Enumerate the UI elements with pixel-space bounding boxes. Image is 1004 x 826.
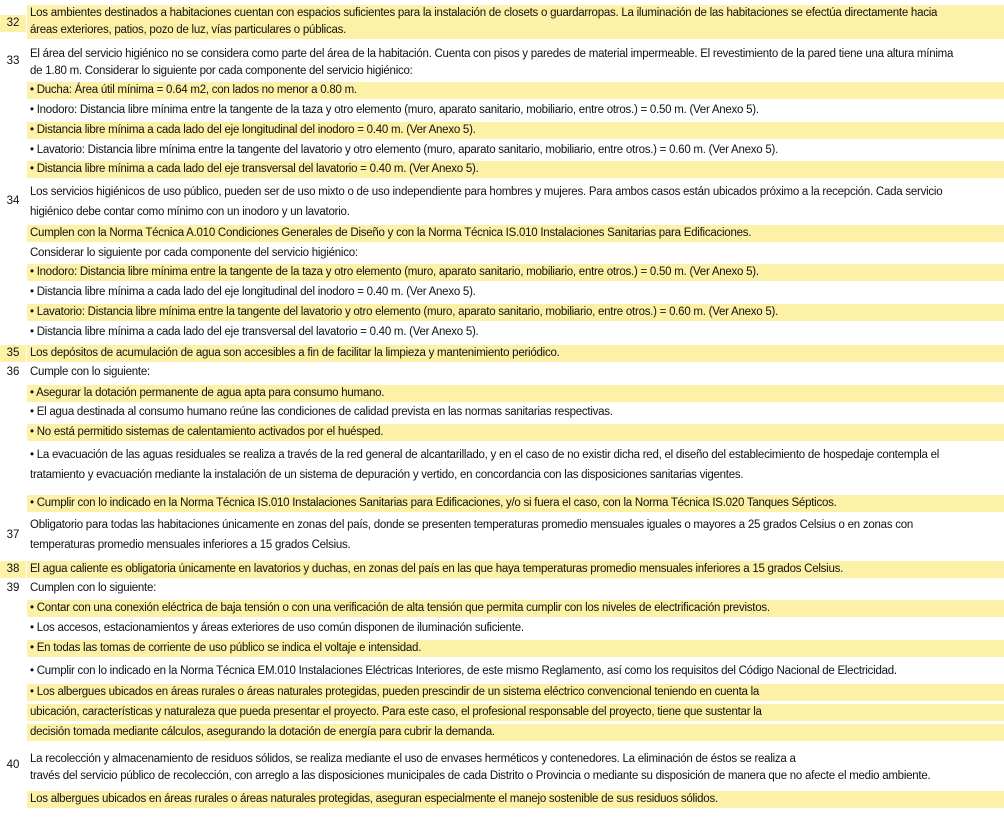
item-line: • Inodoro: Distancia libre mínima entre la tangente de la taza y otro elemento (muro, aparato sanitario, mobiliario, entre otros.) = 0.50 m. (Ver Anexo 5).	[27, 264, 1004, 281]
item-line: • En todas las tomas de corriente de uso público se indica el voltaje e intensidad.	[27, 640, 1004, 657]
item-line: Los depósitos de acumulación de agua son accesibles a fin de facilitar la limpieza y mantenimiento periódico.	[27, 345, 1004, 362]
item-line: de 1.80 m. Considerar lo siguiente por cada componente del servicio higiénico:	[30, 65, 413, 77]
item-line: Los ambientes destinados a habitaciones cuentan con espacios suficientes para la instalación de closets o guardarropas. La iluminación de las habitaciones se efectúa directamente hacia	[27, 5, 1004, 22]
item-number: 35	[0, 345, 26, 362]
item-line: Obligatorio para todas las habitaciones únicamente en zonas del país, donde se presenten temperaturas promedio mensuales iguales o mayores a 25 grados Celsius o en zonas con	[30, 519, 914, 531]
item-line: • Cumplir con lo indicado en la Norma Técnica IS.010 Instalaciones Sanitarias para Edificaciones, y/o si fuera el caso, con la Norma Técnica IS.020 Tanques Sépticos.	[27, 495, 1004, 512]
item-number: 40	[6, 759, 20, 771]
item-line: áreas exteriores, patios, pozo de luz, vías particulares o públicas.	[27, 22, 1004, 39]
item-line: El área del servicio higiénico no se considera como parte del área de la habitación. Cuenta con pisos y paredes de material impermeable. El revestimiento de la pared tiene una altura mínima	[30, 48, 954, 60]
item-number: 39	[6, 582, 20, 594]
item-line: • Contar con una conexión eléctrica de baja tensión o con una verificación de alta tensión que permita cumplir con los niveles de electrificación previstos.	[27, 600, 1004, 617]
item-line: • No está permitido sistemas de calentamiento activados por el huésped.	[27, 424, 1004, 441]
item-line: El agua caliente es obligatoria únicamente en lavatorios y duchas, en zonas del país en las que haya temperaturas promedio mensuales inferiores a 15 grados Celsius.	[27, 561, 1004, 578]
item-line: • Distancia libre mínima a cada lado del eje transversal del lavatorio = 0.40 m. (Ver Anexo 5).	[27, 161, 1004, 178]
item-line: temperaturas promedio mensuales inferiores a 15 grados Celsius.	[30, 539, 351, 551]
item-line: • Lavatorio: Distancia libre mínima entre la tangente del lavatorio y otro elemento (muro, aparato sanitario, mobiliario, entre otros.) = 0.60 m. (Ver Anexo 5).	[30, 144, 779, 156]
item-number: 33	[6, 55, 20, 67]
item-line: • Los albergues ubicados en áreas rurales o áreas naturales protegidas, pueden prescindir de un sistema eléctrico convencional teniendo en cuenta la	[27, 684, 1004, 701]
item-line: través del servicio público de recolección, con arreglo a las disposiciones municipales de cada Distrito o Provincia o mediante su disposición de manera que no afecte el medio ambiente.	[30, 770, 931, 782]
item-line: • Distancia libre mínima a cada lado del eje longitudinal del inodoro = 0.40 m. (Ver Anexo 5).	[30, 286, 476, 298]
item-line: • Inodoro: Distancia libre mínima entre la tangente de la taza y otro elemento (muro, aparato sanitario, mobiliario, entre otros.) = 0.50 m. (Ver Anexo 5).	[30, 104, 759, 116]
item-line: • Ducha: Área útil mínima = 0.64 m2, con lados no menor a 0.80 m.	[27, 82, 1004, 99]
item-line: Los servicios higiénicos de uso público, pueden ser de uso mixto o de uso independiente para hombres y mujeres. Para ambos casos están ubicados próximo a la recepción. Cada servicio	[30, 186, 943, 198]
item-number: 32	[0, 15, 26, 32]
item-line: higiénico debe contar como mínimo con un inodoro y un lavatorio.	[30, 206, 350, 218]
item-line: • Distancia libre mínima a cada lado del eje transversal del lavatorio = 0.40 m. (Ver Anexo 5).	[30, 326, 479, 338]
item-line: ubicación, características y naturaleza que pueda presentar el proyecto. Para este caso, el profesional responsable del proyecto, tiene que sustentar la	[27, 704, 1004, 721]
item-number: 36	[6, 366, 20, 378]
item-line: Cumplen con la Norma Técnica A.010 Condiciones Generales de Diseño y con la Norma Técnica IS.010 Instalaciones Sanitarias para Edificaciones.	[27, 225, 1004, 242]
item-line: Considerar lo siguiente por cada componente del servicio higiénico:	[30, 247, 358, 259]
item-line: • El agua destinada al consumo humano reúne las condiciones de calidad prevista en las normas sanitarias respectivas.	[30, 406, 613, 418]
item-line: tratamiento y evacuación mediante la instalación de un sistema de depuración y vertido, en concordancia con las disposiciones sanitarias vigentes.	[30, 469, 744, 481]
item-line: • Lavatorio: Distancia libre mínima entre la tangente del lavatorio y otro elemento (muro, aparato sanitario, mobiliario, entre otros.) = 0.60 m. (Ver Anexo 5).	[27, 304, 1004, 321]
item-line: • Los accesos, estacionamientos y áreas exteriores de uso común disponen de iluminación suficiente.	[30, 622, 524, 634]
item-line: • Asegurar la dotación permanente de agua apta para consumo humano.	[27, 385, 1004, 402]
item-line: • Cumplir con lo indicado en la Norma Técnica EM.010 Instalaciones Eléctricas Interiores, de este mismo Reglamento, así como los requisitos del Código Nacional de Electricidad.	[30, 665, 897, 677]
item-number: 34	[6, 195, 20, 207]
item-line: • La evacuación de las aguas residuales se realiza a través de la red general de alcantarillado, y en el caso de no existir dicha red, el diseño del establecimiento de hospedaje contempla el	[30, 449, 940, 461]
item-line: decisión tomada mediante cálculos, asegurando la dotación de energía para cubrir la demanda.	[27, 724, 1004, 741]
item-line: La recolección y almacenamiento de residuos sólidos, se realiza mediante el uso de envases herméticos y contenedores. La eliminación de éstos se realiza a	[30, 753, 796, 765]
item-line: Los albergues ubicados en áreas rurales o áreas naturales protegidas, aseguran especialmente el manejo sostenible de sus residuos sólidos.	[27, 791, 1004, 808]
item-line: Cumplen con lo siguiente:	[30, 582, 157, 594]
item-number: 37	[6, 529, 20, 541]
item-number: 38	[0, 561, 26, 578]
item-line: Cumple con lo siguiente:	[30, 366, 150, 378]
item-line: • Distancia libre mínima a cada lado del eje longitudinal del inodoro = 0.40 m. (Ver Anexo 5).	[27, 122, 1004, 139]
